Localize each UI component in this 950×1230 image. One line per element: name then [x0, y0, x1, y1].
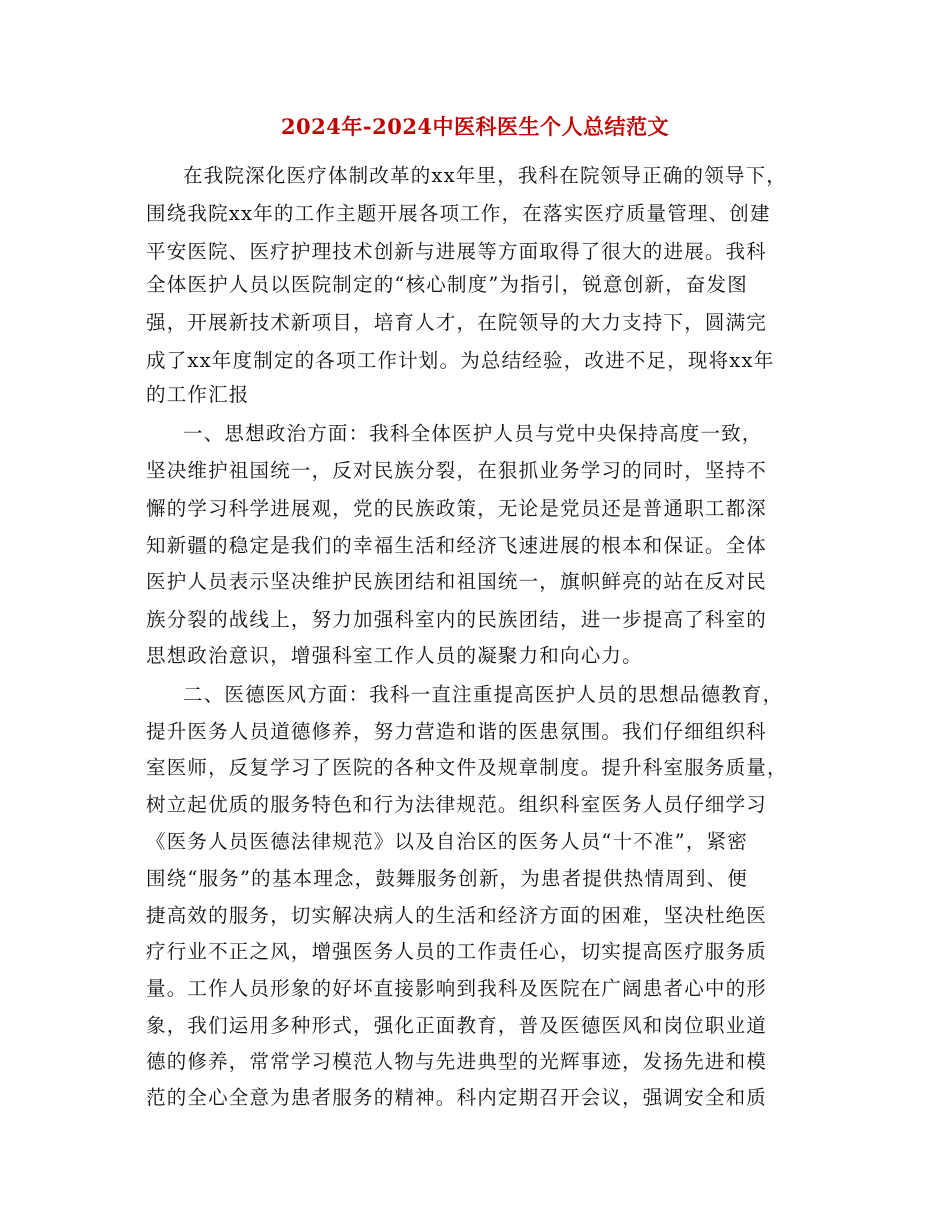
text-line: 德的修养，常常学习模范人物与先进典型的光辉事迹，发扬先进和模	[146, 1050, 768, 1073]
text-line: 二、医德医风方面：我科一直注重提高医护人员的思想品德教育，	[183, 683, 784, 706]
text-line: 围绕“服务”的基本理念，鼓舞服务创新，为患者提供热情周到、便	[146, 867, 748, 890]
text-line: 的工作汇报	[146, 383, 250, 406]
text-line: 全体医护人员以医院制定的“核心制度”为指引，锐意创新，奋发图	[146, 273, 748, 296]
text-line: 思想政治意识，增强科室工作人员的凝聚力和向心力。	[146, 644, 643, 667]
document-title: 2024年-2024中医科医生个人总结范文	[280, 114, 670, 139]
text-line: 强，开展新技术新项目，培育人才，在院领导的大力支持下，圆满完	[146, 311, 768, 334]
text-line: 疗行业不正之风，增强医务人员的工作责任心，切实提高医疗服务质	[146, 940, 768, 963]
text-line: 室医师，反复学习了医院的各种文件及规章制度。提升科室服务质量，	[146, 756, 788, 779]
text-line: 平安医院、医疗护理技术创新与进展等方面取得了很大的进展。我科	[146, 240, 768, 263]
text-line: 医护人员表示坚决维护民族团结和祖国统一，旗帜鲜亮的站在反对民	[146, 570, 768, 593]
text-line: 懈的学习科学进展观，党的民族政策，无论是党员还是普通职工都深	[146, 497, 768, 520]
text-line: 量。工作人员形象的好坏直接影响到我科及医院在广阔患者心中的形	[146, 977, 768, 1000]
text-line: 成了xx年度制定的各项工作计划。为总结经验，改进不足，现将xx年	[146, 349, 775, 372]
text-line: 捷高效的服务，切实解决病人的生活和经济方面的困难，坚决杜绝医	[146, 904, 768, 927]
text-line: 知新疆的稳定是我们的幸福生活和经济飞速进展的根本和保证。全体	[146, 534, 768, 557]
text-line: 坚决维护祖国统一，反对民族分裂，在狠抓业务学习的同时，坚持不	[146, 459, 768, 482]
text-line: 《医务人员医德法律规范》以及自治区的医务人员“十不准”，紧密	[146, 830, 748, 853]
text-line: 提升医务人员道德修养，努力营造和谐的医患氛围。我们仔细组织科	[146, 720, 768, 743]
text-line: 在我院深化医疗体制改革的xx年里，我科在院领导正确的领导下，	[183, 164, 787, 187]
text-line: 范的全心全意为患者服务的精神。科内定期召开会议，强调安全和质	[146, 1086, 768, 1109]
text-line: 象，我们运用多种形式，强化正面教育，普及医德医风和岗位职业道	[146, 1014, 768, 1037]
text-line: 围绕我院xx年的工作主题开展各项工作，在落实医疗质量管理、创建	[146, 202, 771, 225]
text-line: 一、思想政治方面：我科全体医护人员与党中央保持高度一致，	[183, 422, 763, 445]
text-line: 树立起优质的服务特色和行为法律规范。组织科室医务人员仔细学习	[146, 793, 768, 816]
text-line: 族分裂的战线上，努力加强科室内的民族团结，进一步提高了科室的	[146, 608, 768, 631]
